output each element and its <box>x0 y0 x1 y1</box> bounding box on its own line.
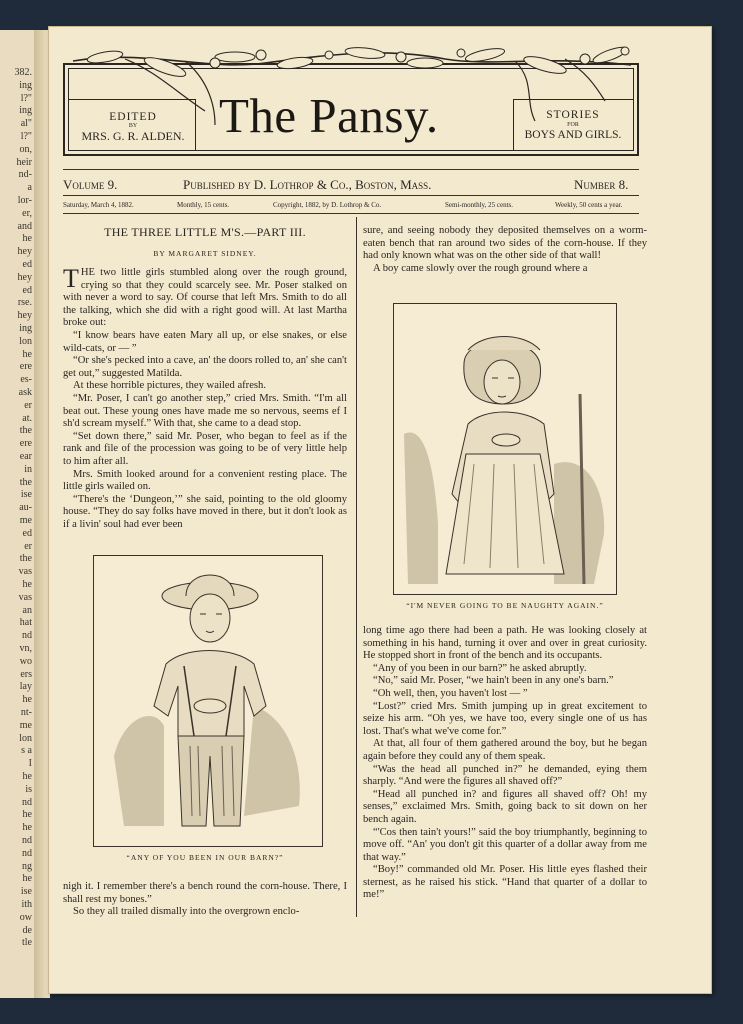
paragraph: So they all trailed dismally into the overgrown enclo- <box>73 906 300 918</box>
edge-text-fragment: ers <box>20 668 32 680</box>
illustration-boy <box>93 555 323 847</box>
edge-text-fragment: lon <box>19 335 32 347</box>
column-2-bottom <box>363 625 647 902</box>
edge-text-fragment: he <box>22 694 32 706</box>
edge-text-fragment: lor- <box>17 195 32 206</box>
edge-text-fragment: lon <box>19 732 32 744</box>
edge-text-fragment: he <box>22 771 32 782</box>
copyright-notice: Copyright, 1882, by D. Lothrop & Co. <box>273 201 382 209</box>
semimonthly-price: Semi-monthly, 25 cents. <box>445 201 513 209</box>
paragraph: “Lost?” cried Mrs. Smith jumping up in great excitement to seize his arm. “Oh yes, we have too, every single one of us has lost. That's what we've come for.” <box>363 700 647 737</box>
paragraph: “Set down there,” said Mr. Poser, who began to feel as if the rank and file of the procession was going to be of very little help to him after all. <box>63 430 347 467</box>
edge-text-fragment: vn, <box>19 643 32 654</box>
issue-date: Saturday, March 4, 1882. <box>63 201 134 209</box>
edge-text-fragment: me <box>19 515 32 526</box>
edge-text-fragment: an <box>22 604 32 616</box>
edge-text-fragment: hat <box>19 617 32 629</box>
paragraph: “No,” said Mr. Poser, “we hain't been in any one's barn.” <box>373 675 614 687</box>
weekly-price: Weekly, 50 cents a year. <box>555 201 623 209</box>
edited-label: EDITED <box>109 111 157 123</box>
edge-text-fragment: ith <box>21 899 32 910</box>
by-label: BY <box>128 123 138 129</box>
edge-text-fragment: au- <box>19 502 32 514</box>
paragraph: “Was the head all punched in?” he demanded, eying them sharply. “And were the figures all shaved off?” <box>363 763 647 788</box>
edge-text-fragment: ed <box>22 527 32 539</box>
paragraph: “Any of you been in our barn?” he asked abruptly. <box>373 662 587 674</box>
edge-text-fragment: ing <box>19 79 32 91</box>
edge-text-fragment: he <box>22 822 32 834</box>
edge-text-fragment: nt- <box>20 707 32 718</box>
edge-text-fragment: tle <box>22 937 32 949</box>
edge-text-fragment: he <box>22 579 32 590</box>
paragraph: “Boy!” commanded old Mr. Poser. His little eyes flashed their sternest, as he raised his stick. “Hand that quarter of a dollar to me!” <box>363 864 647 901</box>
edge-text-fragment: the <box>19 476 32 488</box>
illustration-girl <box>393 303 617 595</box>
edge-text-fragment: s a <box>21 745 32 757</box>
edge-text-fragment: ear <box>19 451 32 462</box>
edge-text-fragment: l?" <box>20 131 32 142</box>
paragraph: long time ago there had been a path. He was looking closely at something in his hand, turning it over and over in great curiosity. He stopped short in front of the bench and its occupants. <box>363 625 647 662</box>
edge-text-fragment: heir <box>16 156 32 168</box>
issue-number: Number 8. <box>574 177 629 192</box>
paragraph: At that, all four of them gathered around the boy, but he began again before they could any of them speak. <box>363 738 647 762</box>
girl-engraving <box>394 304 616 594</box>
audience-label: BOYS AND GIRLS. <box>524 129 622 141</box>
edge-text-fragment: nd <box>22 835 32 846</box>
paragraph: At these horrible pictures, they wailed afresh. <box>73 380 266 392</box>
edge-text-fragment: nd <box>22 796 32 808</box>
paragraph: sure, and seeing nobody they deposited themselves on a worm-eaten bench that ran around two sides of the corn-house. If they had only known what was on the other side of that wall! <box>363 225 647 262</box>
edge-text-fragment: is <box>25 783 32 795</box>
caption-girl: “I'M NEVER GOING TO BE NAUGHTY AGAIN.” <box>406 601 604 610</box>
edge-text-fragment: ng <box>22 860 32 872</box>
edge-text-fragment: lay <box>19 681 32 693</box>
monthly-price: Monthly, 15 cents. <box>177 201 230 209</box>
paragraph: “Or she's pecked into a cave, an' the doors rolled to, an' she can't get out,” suggested Matilda. <box>63 355 347 379</box>
stories-label: STORIES <box>546 109 600 121</box>
edge-text-fragment: ise <box>20 489 32 501</box>
paragraph: “'Cos then tain't yours!” said the boy triumphantly, beginning to move off. “An' you don't git this quarter of a dollar away from me that way.” <box>363 826 647 863</box>
edge-text-fragment: ise <box>20 886 32 898</box>
edge-text-fragment: de <box>22 924 32 936</box>
edge-text-fragment: ask <box>18 387 32 398</box>
article-byline: BY MARGARET SIDNEY. <box>153 249 257 258</box>
edge-text-fragment: and <box>17 220 32 232</box>
magazine-title: The Pansy. <box>219 88 439 143</box>
edge-text-fragment: l?" <box>20 92 32 104</box>
paragraph: “Head all punched in? and figures all shaved off? Oh! my senses,” exclaimed Mrs. Smith, going back to sit down on her bench again. <box>363 788 647 825</box>
edge-text-fragment: vas <box>18 591 32 603</box>
edge-text-fragment: es- <box>20 374 32 386</box>
edge-text-fragment: hey <box>17 246 32 258</box>
edge-text-fragment: er <box>24 540 32 552</box>
boy-engraving <box>94 556 322 846</box>
edge-text-fragment: he <box>22 809 32 821</box>
edge-text-fragment: ing <box>19 105 32 117</box>
column-1-bottom <box>63 881 347 919</box>
edge-text-fragment: er, <box>22 207 32 219</box>
edge-text-fragment: he <box>22 348 32 360</box>
column-1-top <box>63 264 347 531</box>
edge-text-fragment: vas <box>18 566 32 578</box>
editor-name: MRS. G. R. ALDEN. <box>81 129 185 143</box>
edge-text-fragment: on, <box>19 143 32 155</box>
paragraph: “There's the ‘Dungeon,’” she said, pointing to the old gloomy house. “They do say folks have moved in there, but it don't look as if a livin' soul had ever been <box>63 493 347 530</box>
edge-text-fragment: er <box>24 399 32 411</box>
for-label: FOR <box>567 122 579 128</box>
publisher-line: Published by D. Lothrop & Co., Boston, Mass. <box>183 177 432 192</box>
paragraph: “Oh well, then, you haven't lost — ” <box>373 687 528 699</box>
edge-text-fragment: 382. <box>14 67 32 78</box>
edge-text-fragment: he <box>22 233 32 245</box>
column-2-top <box>363 225 647 275</box>
edge-text-fragment: rse. <box>17 297 32 309</box>
paragraph: “Mr. Poser, I can't go another step,” cried Mrs. Smith. “I'm all beat out. These young ones have made me so nervous, seems ef I sh'd scream myself.” With that, she came to a dead stop. <box>63 392 347 430</box>
edge-text-fragment: hey <box>17 271 32 283</box>
caption-boy: “ANY OF YOU BEEN IN OUR BARN?” <box>126 853 284 862</box>
edge-text-fragment: wo <box>19 655 32 667</box>
paragraph: A boy came slowly over the rough ground where a <box>373 262 588 274</box>
edge-text-fragment: ere <box>19 361 32 373</box>
paragraph: HE two little girls stumbled along over the rough ground, crying so that they could scarcely see. Mr. Poser stalked on with never a word to say. Of course that left Mrs. Smith to do all the talking, which she did with a right good will. At last Martha broke out: <box>63 267 347 329</box>
magazine-page <box>48 26 712 994</box>
edge-text-fragment: nd <box>22 630 32 642</box>
edge-text-fragment: al" <box>20 118 32 130</box>
edge-text-fragment: a <box>27 182 32 194</box>
volume-number: Volume 9. <box>63 177 118 192</box>
edge-text-fragment: nd- <box>18 169 32 181</box>
edge-text-fragment: ere <box>19 438 32 450</box>
previous-page-edge <box>0 30 35 998</box>
paragraph: Mrs. Smith looked around for a convenient resting place. The little girls wailed on. <box>63 468 347 493</box>
edge-text-fragment: ing <box>19 323 32 334</box>
article-title: THE THREE LITTLE M'S.—PART III. <box>104 225 306 239</box>
edge-text-fragment: the <box>19 425 32 437</box>
edge-text-fragment: in <box>24 463 32 475</box>
edge-text-fragment: at. <box>22 412 32 424</box>
edge-text-fragment: he <box>22 873 32 885</box>
edge-text-fragment: I <box>28 758 32 770</box>
edge-text-fragment: nd <box>22 847 32 859</box>
edge-text-fragment: ed <box>22 284 32 296</box>
edge-text-fragment: me <box>19 719 32 731</box>
paragraph: “I know bears have eaten Mary all up, or else snakes, or else wild-cats, or — ” <box>63 329 347 354</box>
edge-text-fragment: ow <box>19 911 32 923</box>
edge-text-fragment: the <box>19 553 32 565</box>
edge-text-fragment: hey <box>17 310 32 322</box>
edge-text-fragment: ed <box>22 259 32 270</box>
drop-cap: T <box>63 264 79 293</box>
paragraph: nigh it. I remember there's a bench round the corn-house. There, I shall rest my bones.” <box>63 881 347 905</box>
